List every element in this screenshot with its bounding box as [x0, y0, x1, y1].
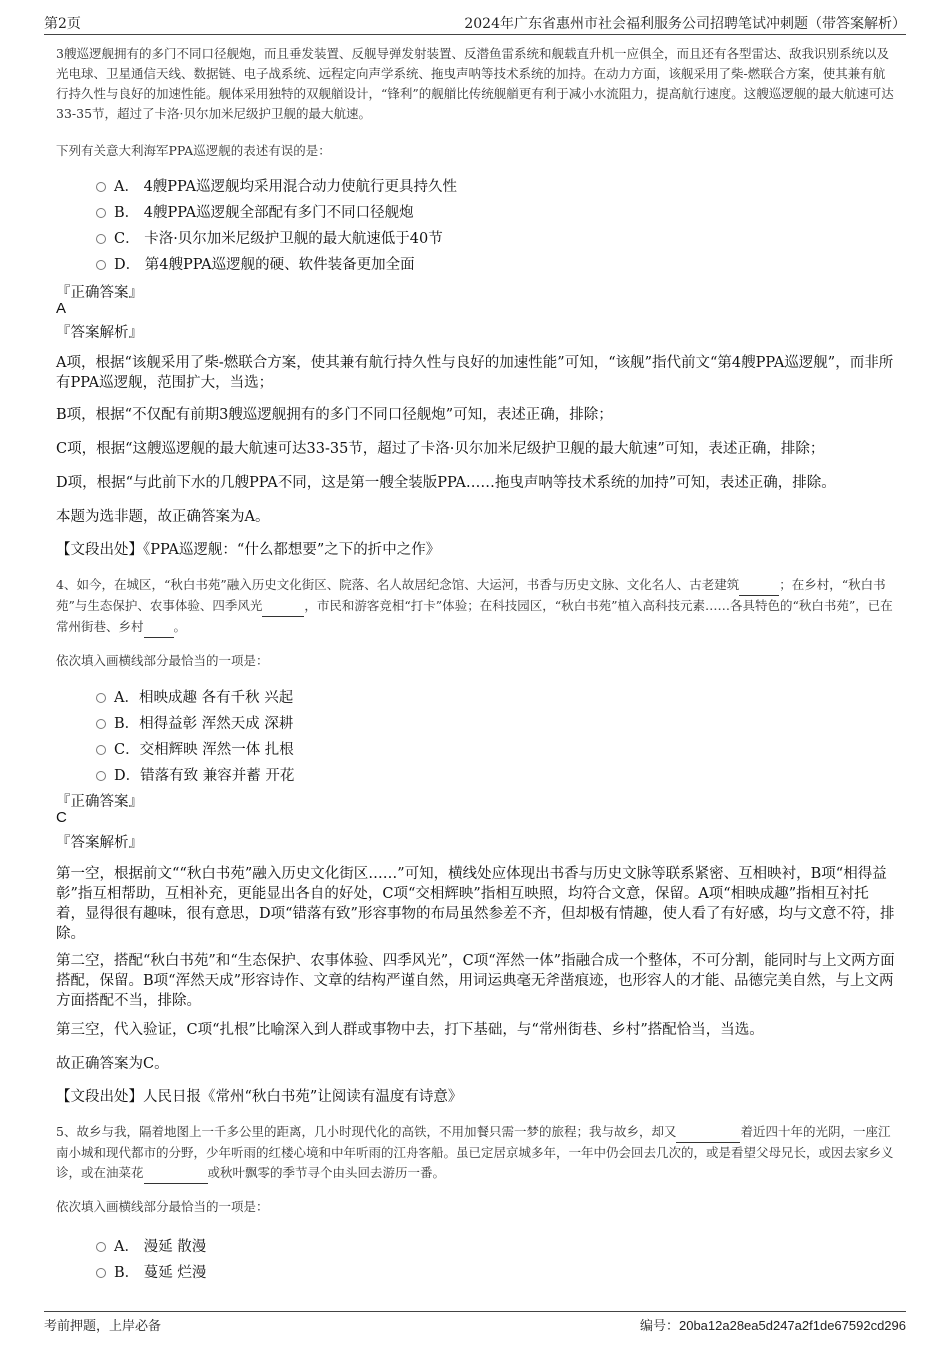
q3-analysis-a: A项，根据“该舰采用了柴-燃联合方案，使其兼有航行持久性与良好的加速性能”可知，“该舰”指代前文“第4艘PPA巡逻舰”，而非所有PPA巡逻舰，范围扩大，当选； — [56, 355, 894, 391]
page-footer — [44, 1311, 906, 1334]
q4-option-a[interactable]: A．相映成趣 各有千秋 兴起 — [96, 686, 293, 707]
radio-icon[interactable] — [96, 693, 106, 703]
q3-analysis-c: C项，根据“这艘巡逻舰的最大航速可达33-35节，超过了卡洛·贝尔加米尼级护卫舰的最大航速”可知，表述正确，排除； — [56, 441, 825, 457]
q3-analysis-label: 『答案解析』 — [56, 325, 143, 341]
blank-1[interactable] — [676, 1122, 740, 1143]
q3-conclusion: 本题为选非题，故正确答案为A。 — [56, 509, 270, 525]
blank-1[interactable] — [739, 575, 779, 596]
q5-option-b[interactable]: B． 蔓延 烂漫 — [96, 1261, 206, 1282]
q3-option-a[interactable]: A． 4艘PPA巡逻舰均采用混合动力使航行更具持久性 — [96, 175, 457, 196]
q4-option-d[interactable]: D．错落有致 兼容并蓄 开花 — [96, 764, 294, 785]
q3-question: 下列有关意大利海军PPA巡逻舰的表述有误的是： — [56, 143, 331, 158]
q3-answer-label: 『正确答案』 — [56, 285, 143, 301]
q4-analysis-3: 第三空，代入验证，C项“扎根”比喻深入到人群或事物中去，打下基础，与“常州街巷、乡村”搭配恰当，当选。 — [56, 1022, 764, 1038]
q4-option-c[interactable]: C．交相辉映 浑然一体 扎根 — [96, 738, 294, 759]
page-header — [44, 10, 906, 35]
q3-analysis-d: D项，根据“与此前下水的几艘PPA不同，这是第一艘全装版PPA……拖曳声呐等技术系统的加持”可知，表述正确，排除。 — [56, 475, 836, 491]
document-title: 2024年广东省惠州市社会福利服务公司招聘笔试冲刺题（带答案解析） — [464, 16, 906, 32]
q4-conclusion: 故正确答案为C。 — [56, 1056, 169, 1072]
q4-question: 依次填入画横线部分最恰当的一项是： — [56, 653, 269, 668]
page-number: 第2页 — [44, 16, 81, 32]
q3-source: 【文段出处】《PPA巡逻舰：“什么都想要”之下的折中之作》 — [56, 542, 441, 558]
q5-passage: 5、故乡与我，隔着地图上一千多公里的距离，几小时现代化的高铁，不用加餐只需一梦的旅程；我与故乡，却又 着近四十年的光阴，一座江南小城和现代都市的分野，少年听雨的红楼心境和中年听雨的江舟客船。虽已定居京城多年，一年中仍会回去几次的，或是看望父母兄长，或因去家乡义诊，或在油菜花 或秋叶飘零的季节寻个由头回去游历一番。 — [56, 1122, 896, 1184]
q4-analysis-2: 第二空，搭配“秋白书苑”和“生态保护、农事体验、四季风光”，C项“浑然一体”指融合成一个整体，不可分割，能同时与上文两方面搭配，保留。B项“浑然天成”形容诗作、文章的结构严谨自然，用词运典毫无斧凿痕迹，也形容人的才能、品德完美自然，与上文两方面搭配不当，排除。 — [56, 953, 895, 1009]
radio-icon[interactable] — [96, 745, 106, 755]
q4-analysis-label: 『答案解析』 — [56, 835, 143, 851]
blank-2[interactable] — [144, 1163, 208, 1184]
q3-answer: A — [56, 300, 67, 317]
q4-source: 【文段出处】人民日报《常州“秋白书苑”让阅读有温度有诗意》 — [56, 1089, 463, 1105]
radio-icon[interactable] — [96, 771, 106, 781]
q5-question: 依次填入画横线部分最恰当的一项是： — [56, 1199, 269, 1214]
blank-3[interactable] — [144, 617, 174, 638]
radio-icon[interactable] — [96, 260, 106, 270]
radio-icon[interactable] — [96, 1268, 106, 1278]
q3-passage: 3艘巡逻舰拥有的多门不同口径舰炮，而且垂发装置、反舰导弹发射装置、反潜鱼雷系统和舰载直升机一应俱全，而且还有各型雷达、敌我识别系统以及光电球、卫星通信天线、数据链、电子战系统、远程定向声学系统、拖曳声呐等技术系统的加持。在动力方面，该舰采用了柴-燃联合方案，使其兼有航行持久性与良好的加速性能。舰体采用独特的双舰艏设计，“锋利”的舰艏比传统舰艏更有利于减小水流阻力，提高航行速度。这艘巡逻舰的最大航速可达33-35节，超过了卡洛·贝尔加米尼级护卫舰的最大航速。 — [56, 46, 894, 121]
q4-answer: C — [56, 809, 67, 826]
radio-icon[interactable] — [96, 182, 106, 192]
radio-icon[interactable] — [96, 1242, 106, 1252]
blank-2[interactable] — [262, 596, 304, 617]
q4-passage: 4、如今，在城区，“秋白书苑”融入历史文化街区、院落、名人故居纪念馆、大运河，书香与历史文脉、文化名人、古老建筑 ；在乡村，“秋白书苑”与生态保护、农事体验、四季风光 ，市民和游客竞相“打卡”体验；在科技园区，“秋白书苑”植入高科技元素……各具特色的“秋白书苑”，已在常州街巷、乡村 。 — [56, 575, 896, 638]
q4-analysis-1: 第一空，根据前文““秋白书苑”融入历史文化街区……”可知，横线处应体现出书香与历史文脉等联系紧密、互相映衬，B项“相得益彰”指互相帮助，互相补充，更能显出各自的好处，C项“交相辉映”指相互映照，均符合文意，保留。A项“相映成趣”指相互衬托着，显得很有趣味，很有意思，D项“错落有致”形容事物的布局虽然参差不齐，但却极有情趣，使人看了有好感，均与文意不符，排除。 — [56, 866, 895, 942]
q3-option-d[interactable]: D． 第4艘PPA巡逻舰的硬、软件装备更加全面 — [96, 253, 415, 274]
footer-slogan: 考前押题，上岸必备 — [44, 1319, 162, 1334]
radio-icon[interactable] — [96, 234, 106, 244]
q3-option-b[interactable]: B． 4艘PPA巡逻舰全部配有多门不同口径舰炮 — [96, 201, 414, 222]
q3-analysis-b: B项，根据“不仅配有前期3艘巡逻舰拥有的多门不同口径舰炮”可知，表述正确，排除； — [56, 407, 613, 423]
q5-option-a[interactable]: A． 漫延 散漫 — [96, 1235, 206, 1256]
q4-answer-label: 『正确答案』 — [56, 794, 143, 810]
footer-code: 编号：20ba12a28ea5d247a2f1de67592cd296 — [639, 1318, 906, 1333]
q4-option-b[interactable]: B．相得益彰 浑然天成 深耕 — [96, 712, 293, 733]
radio-icon[interactable] — [96, 719, 106, 729]
q3-option-c[interactable]: C． 卡洛·贝尔加米尼级护卫舰的最大航速低于40节 — [96, 227, 443, 248]
radio-icon[interactable] — [96, 208, 106, 218]
